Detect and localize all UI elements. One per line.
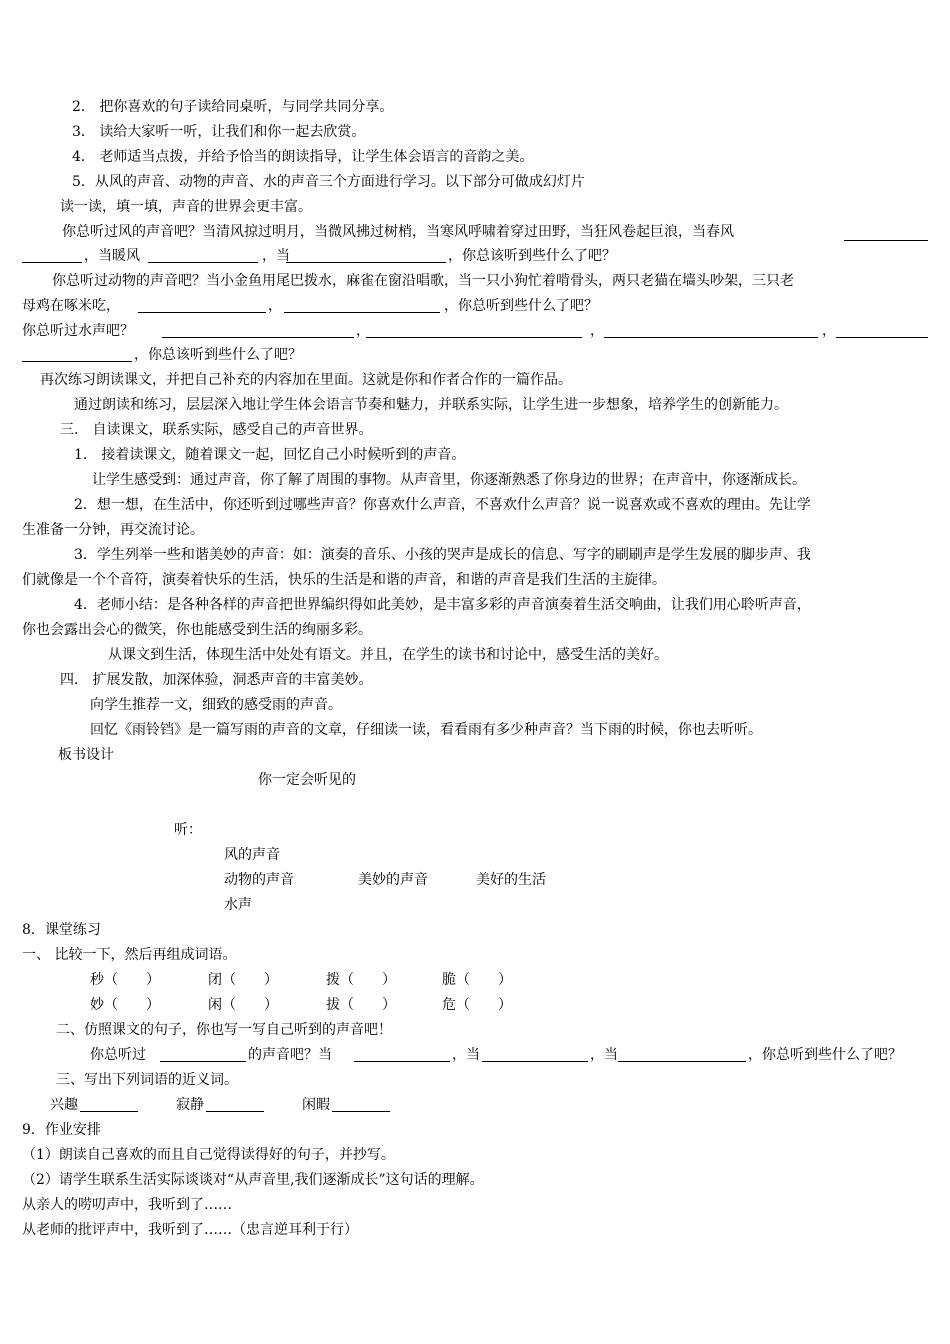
step-2: 2． 把你喜欢的句子读给同桌听，与同学共同分享。: [72, 99, 394, 115]
blank-line: [482, 1047, 588, 1062]
blank-line: [286, 248, 446, 263]
exercise-2-e: ，你总听到些什么了吧？: [748, 1047, 902, 1063]
design-note-1: 通过朗读和练习，层层深入地让学生体会语言节奏和魅力，并联系实际，让学生进一步想象，培养学生的创新能力。: [74, 397, 788, 413]
word-item: 秒（ ）: [90, 972, 160, 988]
wind-line-2a: ，当暖风: [84, 248, 140, 264]
board-water: 水声: [224, 897, 252, 913]
step-5: 5．从风的声音、动物的声音、水的声音三个方面进行学习。以下部分可做成幻灯片: [72, 174, 585, 190]
exercise-1: 一、 比较一下，然后再组成词语。: [22, 947, 237, 963]
blank-line: [618, 1047, 746, 1062]
word-item: 闲（ ）: [208, 997, 278, 1013]
s3-step-4: 4．老师小结：是各种各样的声音把世界编织得如此美妙，是丰富多彩的声音演奏着生活交响曲，让我们用心聆听声音，: [74, 597, 811, 613]
s3-feeling: 让学生感受到：通过声音，你了解了周围的事物。从声音里，你逐渐熟悉了你身边的世界；在声音中，你逐渐成长。: [92, 472, 806, 488]
word-item: 拔（ ）: [326, 997, 396, 1013]
blank-line: [138, 298, 266, 313]
s3-step-2: 2．想一想，在生活中，你还听到过哪些声音？你喜欢什么声音，不喜欢什么声音？说一说喜欢或不喜欢的理由。先让学: [74, 497, 811, 513]
animal-line-2c: ，你总听到些什么了吧？: [444, 298, 598, 314]
design-note-2: 从课文到生活，体现生活中处处有语文。并且，在学生的读书和讨论中，感受生活的美好。: [108, 647, 668, 663]
blank-line: [80, 1097, 138, 1112]
exercise-2-b: 的声音吧？当: [248, 1047, 332, 1063]
water-line-d: ，: [822, 323, 836, 339]
word-item: 妙（ ）: [90, 997, 160, 1013]
blank-line: [604, 323, 818, 338]
word-item: 闭（ ）: [208, 972, 278, 988]
homework-example-2: 从老师的批评声中，我听到了……（忠言逆耳利于行）: [22, 1222, 358, 1238]
step-4: 4． 老师适当点拨，并给予恰当的朗读指导，让学生体会语言的音韵之美。: [72, 149, 534, 165]
homework-2: （2）请学生联系生活实际谈谈对“从声音里,我们逐渐成长”这句话的理解。: [22, 1172, 484, 1188]
practice-read: 再次练习朗读课文，并把自己补充的内容加在里面。这就是你和作者合作的一篇作品。: [40, 372, 572, 388]
exercise-2: 二、仿照课文的句子，你也写一写自己听到的声音吧！: [56, 1022, 392, 1038]
wind-paragraph: 你总听过风的声音吧？当清风掠过明月，当微风拂过树梢，当寒风呼啸着穿过田野，当狂风卷起巨浪，当春风: [62, 224, 734, 240]
s3-step-3-cont: 们就像是一个个音符，演奏着快乐的生活，快乐的生活是和谐的声音，和谐的声音是我们生活的主旋律。: [22, 572, 666, 588]
word-item: 拨（ ）: [326, 972, 396, 988]
step-3: 3． 读给大家听一听，让我们和你一起去欣赏。: [72, 124, 366, 140]
board-listen: 听：: [174, 822, 202, 838]
instruction-read-fill: 读一读，填一填，声音的世界会更丰富。: [60, 199, 312, 215]
board-design-label: 板书设计: [58, 747, 114, 763]
blank-line: [354, 1047, 450, 1062]
s4-recall: 回忆《雨铃铛》是一篇写雨的声音的文章，仔细读一读，看看雨有多少种声音？当下雨的时候，你也去听听。: [90, 722, 762, 738]
s3-step-1: 1． 接着读课文，随着课文一起，回忆自己小时候听到的声音。: [74, 447, 466, 463]
blank-line: [366, 323, 582, 338]
exercise-3: 三、写出下列词语的近义词。: [56, 1072, 238, 1088]
blank-line: [836, 323, 928, 338]
blank-line: [162, 323, 354, 338]
synonym-word: 寂静: [176, 1097, 204, 1113]
blank-line: [148, 248, 258, 263]
word-item: 危（ ）: [442, 997, 512, 1013]
exercise-2-c: ，当: [452, 1047, 480, 1063]
animal-line-2b: ，: [268, 298, 282, 314]
board-title: 你一定会听见的: [258, 772, 356, 788]
homework-example-1: 从亲人的唠叨声中，我听到了……: [22, 1197, 232, 1213]
water-line-b: ，: [356, 323, 370, 339]
s3-step-4-cont: 你也会露出会心的微笑，你也能感受到生活的绚丽多彩。: [22, 622, 372, 638]
section-3-heading: 三． 自读课文，联系实际，感受自己的声音世界。: [60, 422, 373, 438]
exercise-2-a: 你总听过: [90, 1047, 146, 1063]
s3-step-3: 3．学生列举一些和谐美妙的声音：如：演奏的音乐、小孩的哭声是成长的信息、写字的刷刷声是学生发展的脚步声、我: [74, 547, 811, 563]
board-life: 美好的生活: [476, 872, 546, 888]
wind-line-2c: ，你总该听到些什么了吧？: [448, 248, 616, 264]
blank-line: [332, 1097, 390, 1112]
board-animal: 动物的声音: [224, 872, 294, 888]
board-wonderful: 美妙的声音: [358, 872, 428, 888]
word-item: 脆（ ）: [442, 972, 512, 988]
wind-line-2b: ，当: [262, 248, 290, 264]
blank-line: [284, 298, 440, 313]
exercise-2-d: ，当: [590, 1047, 618, 1063]
section-9-heading: 9．作业安排: [22, 1122, 101, 1138]
blank-line: [206, 1097, 264, 1112]
animal-paragraph: 你总听过动物的声音吧？当小金鱼用尾巴拨水，麻雀在窗沿唱歌，当一只小狗忙着啃骨头，两只老猫在墙头吵架，三只老: [52, 273, 794, 289]
homework-1: （1）朗读自己喜欢的而且自己觉得读得好的句子，并抄写。: [22, 1147, 395, 1163]
s3-step-2-cont: 生准备一分钟，再交流讨论。: [22, 522, 204, 538]
water-line-a: 你总听过水声吧？: [22, 323, 134, 339]
synonym-word: 闲暇: [302, 1097, 330, 1113]
section-8-heading: 8．课堂练习: [22, 922, 101, 938]
blank-line: [844, 226, 928, 241]
synonym-word: 兴趣: [50, 1097, 78, 1113]
s4-recommend: 向学生推荐一文，细致的感受雨的声音。: [90, 697, 342, 713]
blank-line: [22, 248, 82, 263]
blank-line: [160, 1047, 246, 1062]
board-wind: 风的声音: [224, 847, 280, 863]
water-line-2: ，你总该听到些什么了吧？: [134, 347, 302, 363]
animal-line-2a: 母鸡在啄米吃，: [22, 298, 120, 314]
water-line-c: ，: [590, 323, 604, 339]
blank-line: [22, 347, 132, 362]
section-4-heading: 四． 扩展发散，加深体验，洞悉声音的丰富美妙。: [60, 672, 373, 688]
